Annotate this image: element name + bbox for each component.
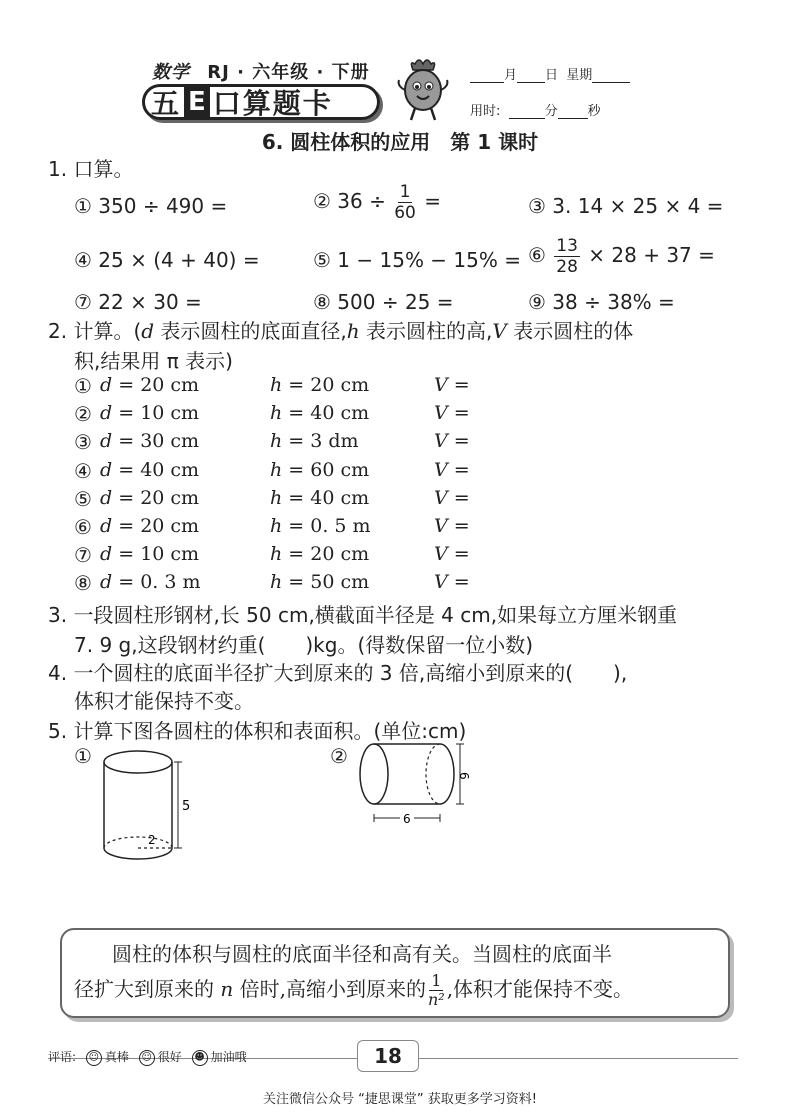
q2-instructions-line2: 积,结果用 π 表示) bbox=[74, 349, 233, 373]
title-banner bbox=[142, 84, 380, 120]
q5-title: 5. 计算下图各圆柱的体积和表面积。(单位:cm) bbox=[48, 719, 467, 743]
calc-item: ⑥ $\frac{13}{28}$ × 28 + 37 = bbox=[528, 236, 715, 277]
fig1-radius-label: 2 bbox=[148, 833, 156, 847]
fig1-height-label: 5 bbox=[182, 799, 191, 814]
calc-item: ① 350 ÷ 490 = bbox=[74, 194, 228, 218]
q2-row: ② d = 10 cm h = 40 cm V = bbox=[74, 402, 470, 427]
fig2-length-label: 6 bbox=[403, 812, 411, 826]
time-line bbox=[470, 100, 601, 119]
q2-row: ⑧ d = 0. 3 m h = 50 cm V = bbox=[74, 571, 470, 596]
cheer-icon: ☻ bbox=[192, 1050, 208, 1066]
banner-title: 口算题卡 bbox=[212, 87, 333, 120]
q4-line2: 体积才能保持不变。 bbox=[74, 689, 254, 713]
q2-row: ③ d = 30 cm h = 3 dm V = bbox=[74, 430, 470, 455]
time-sec: 秒 bbox=[587, 104, 601, 119]
tip-line1: 圆柱的体积与圆柱的底面半径和高有关。当圆柱的底面半 bbox=[112, 942, 612, 966]
cylinder-horizontal-figure bbox=[354, 740, 474, 830]
q1-title: 1. 口算。 bbox=[48, 157, 134, 181]
calc-item: ⑤ 1 − 15% − 15% = bbox=[313, 248, 521, 272]
subject-logo: 数学 bbox=[152, 62, 190, 83]
calc-item: ⑧ 500 ÷ 25 = bbox=[313, 290, 454, 314]
calc-item: ③ 3. 14 × 25 × 4 = bbox=[528, 194, 724, 218]
banner-e: E bbox=[184, 87, 210, 117]
date-line bbox=[470, 64, 630, 83]
cylinder-vertical-figure bbox=[96, 748, 196, 872]
q2-row: ① d = 20 cm h = 20 cm V = bbox=[74, 374, 470, 398]
promo-text: 关注微信公众号 “捷思课堂” 获取更多学习资料! bbox=[263, 1092, 537, 1107]
q2-instructions: 2. 计算。(d 表示圆柱的底面直径,h 表示圆柱的高,V 表示圆柱的体 bbox=[48, 319, 634, 343]
date-weekday: 星期 bbox=[566, 68, 593, 83]
mascot-icon bbox=[393, 56, 453, 124]
smile-icon: ☺ bbox=[139, 1050, 155, 1066]
fig1-label: ① bbox=[74, 744, 92, 768]
time-min: 分 bbox=[544, 104, 558, 119]
q4-line1: 4. 一个圆柱的底面半径扩大到原来的 3 倍,高缩小到原来的( ), bbox=[48, 661, 628, 685]
rating-bar: 评语: ☺ 真棒 ☺ 很好 ☻ 加油哦 bbox=[48, 1050, 247, 1064]
q2-row: ④ d = 40 cm h = 60 cm V = bbox=[74, 458, 470, 483]
banner-five: 五 bbox=[151, 87, 182, 120]
calc-item: ⑨ 38 ÷ 38% = bbox=[528, 290, 675, 314]
calc-item: ④ 25 × (4 + 40) = bbox=[74, 248, 260, 272]
q2-row: ⑥ d = 20 cm h = 0. 5 m V = bbox=[74, 515, 470, 539]
page-number: 18 bbox=[357, 1040, 419, 1072]
date-day: 日 bbox=[545, 68, 559, 83]
q2-row: ⑤ d = 20 cm h = 40 cm V = bbox=[74, 486, 470, 511]
lesson-title: 6. 圆柱体积的应用 第 1 课时 bbox=[261, 130, 539, 154]
q2-row: ⑦ d = 10 cm h = 20 cm V = bbox=[74, 543, 470, 568]
time-label: 用时: bbox=[470, 104, 501, 119]
calc-item: ⑦ 22 × 30 = bbox=[74, 290, 202, 314]
fig2-label: ② bbox=[330, 744, 348, 768]
calc-item: ② 36 ÷ $\frac{1}{60}$ = bbox=[313, 182, 441, 223]
edition-label: RJ · 六年级 · 下册 bbox=[207, 62, 370, 83]
smile-big-icon: ☺ bbox=[86, 1050, 102, 1066]
header-subject bbox=[152, 58, 370, 84]
tip-line2: 径扩大到原来的 n 倍时,高缩小到原来的 $\frac{1}{\text{n²}}$ ,体积才能保持不变。 bbox=[74, 971, 634, 1009]
q3-line1: 3. 一段圆柱形钢材,长 50 cm,横截面半径是 4 cm,如果每立方厘米钢重 bbox=[48, 603, 678, 627]
date-month: 月 bbox=[504, 68, 518, 83]
q3-line2: 7. 9 g,这段钢材约重( )kg。(得数保留一位小数) bbox=[74, 633, 534, 657]
fig2-diameter-label: 6 bbox=[457, 772, 471, 780]
